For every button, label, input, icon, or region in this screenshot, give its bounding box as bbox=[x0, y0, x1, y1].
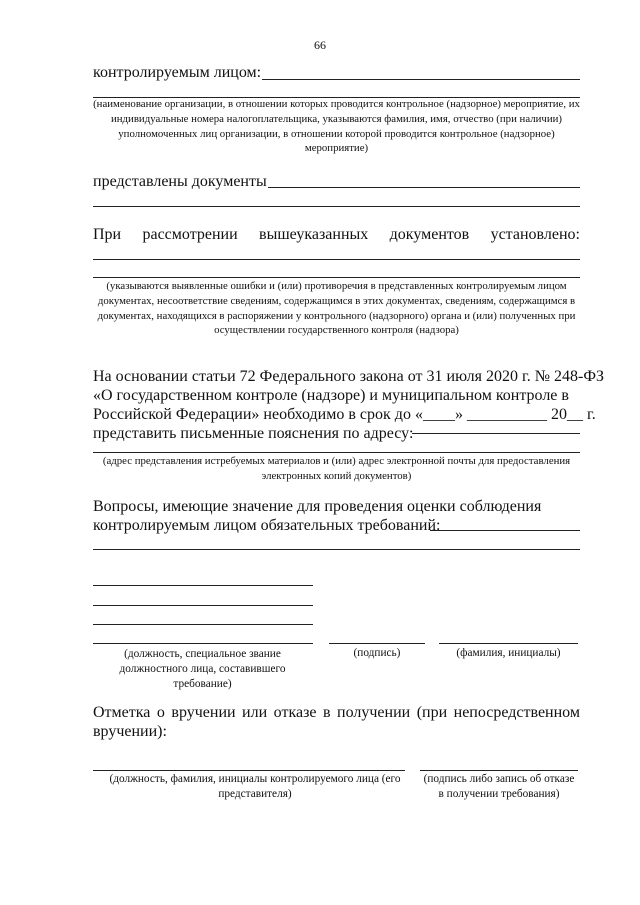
findings-word: установлено: bbox=[490, 226, 580, 243]
name-note: (фамилия, инициалы) bbox=[456, 647, 561, 659]
controlled-person-label: контролируемым лицом: bbox=[93, 64, 262, 81]
position-blank-2[interactable] bbox=[93, 605, 313, 606]
delivery-person-note: (должность, фамилия, инициалы контролируемого лица (его представителя) bbox=[109, 773, 401, 800]
findings-word: вышеуказанных bbox=[259, 226, 369, 243]
findings-word: При bbox=[93, 226, 122, 243]
findings-heading bbox=[93, 226, 580, 244]
basis-line-2: «О государственном контроле (надзоре) и муниципальном контроле в bbox=[93, 387, 569, 404]
findings-word: документов bbox=[389, 226, 470, 243]
documents-blank[interactable] bbox=[268, 187, 580, 188]
questions-blank-2[interactable] bbox=[93, 549, 580, 550]
signature-blank[interactable] bbox=[329, 643, 425, 644]
basis-line-1: На основании статьи 72 Федерального закона от 31 июля 2020 г. № 248-ФЗ bbox=[93, 368, 604, 385]
delivery-signature-note: (подпись либо запись об отказе в получении требования) bbox=[423, 773, 575, 800]
findings-note: (указываются выявленные ошибки и (или) противоречия в представленных контролируемым лицом документах, несоответствие сведениям, содержащимся в этих документах, сведениям, содержащимся в документах, находящихся в распоряжении у контрольного (надзорного) органа и (или) полученных при осуществлении государственного контроля (надзора) bbox=[97, 280, 576, 337]
position-blank-3[interactable] bbox=[93, 624, 313, 625]
address-blank-2[interactable] bbox=[93, 452, 580, 453]
questions-blank[interactable] bbox=[430, 530, 580, 531]
basis-line-3: Российской Федерации» необходимо в срок до «____» __________ 20__ г. bbox=[93, 406, 596, 423]
questions-line-1: Вопросы, имеющие значение для проведения оценки соблюдения bbox=[93, 498, 542, 515]
name-blank[interactable] bbox=[439, 643, 578, 644]
delivery-text: Отметка о вручении или отказе в получении (при непосредственном вручении): bbox=[93, 704, 580, 740]
findings-blank-2[interactable] bbox=[93, 277, 580, 278]
position-blank-1[interactable] bbox=[93, 585, 313, 586]
questions-line-2: контролируемым лицом обязательных требований: bbox=[93, 517, 441, 534]
address-blank[interactable] bbox=[412, 433, 580, 434]
controlled-person-blank[interactable] bbox=[262, 79, 580, 80]
position-note: (должность, специальное звание должностного лица, составившего требование) bbox=[119, 648, 286, 690]
documents-blank-2[interactable] bbox=[93, 206, 580, 207]
controlled-person-note: (наименование организации, в отношении которых проводится контрольное (надзорное) мероприятие, их индивидуальные номера налогоплательщика, указываются фамилия, имя, отчество (при наличии) уполномоченных лиц организации, в отношении которой проводится контрольное (надзорное) мероприятие) bbox=[93, 98, 580, 155]
delivery-person-blank[interactable] bbox=[93, 770, 405, 771]
basis-line-4: представить письменные пояснения по адресу: bbox=[93, 425, 414, 442]
position-blank-4[interactable] bbox=[93, 643, 313, 644]
page-number: 66 bbox=[314, 38, 326, 52]
findings-blank-1[interactable] bbox=[93, 259, 580, 260]
documents-label: представлены документы bbox=[93, 173, 267, 190]
basis-paragraph bbox=[93, 367, 604, 443]
findings-word: рассмотрении bbox=[142, 226, 238, 243]
delivery-signature-blank[interactable] bbox=[420, 770, 578, 771]
address-note: (адрес представления истребуемых материалов и (или) адрес электронной почты для предоставления электронных копий документов) bbox=[102, 455, 571, 482]
signature-note: (подпись) bbox=[353, 647, 401, 659]
